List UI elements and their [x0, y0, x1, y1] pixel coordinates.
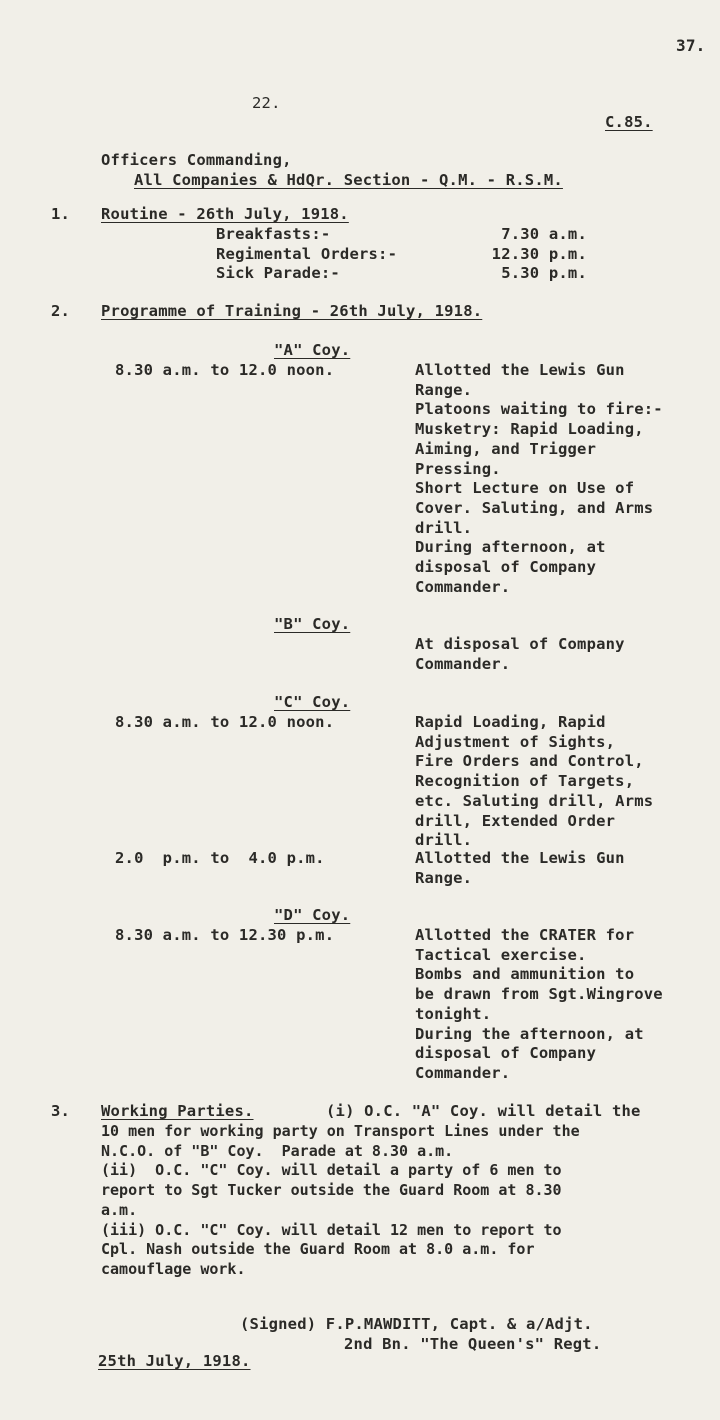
a-coy-time: 8.30 a.m. to 12.0 noon. — [115, 361, 335, 379]
detail-line: Range. — [415, 868, 473, 887]
detail-line: Fire Orders and Control, — [415, 752, 644, 771]
detail-line: During afternoon, at — [415, 538, 606, 557]
detail-line: Cover. Saluting, and Arms — [415, 498, 654, 517]
detail-line: Commander. — [415, 1063, 511, 1082]
detail-line: disposal of Company — [415, 558, 597, 577]
body-line: (ii) O.C. "C" Coy. will detail a party of 6 men to — [101, 1161, 562, 1180]
detail-line: tonight. — [415, 1004, 492, 1023]
section-2-title: Programme of Training - 26th July, 1918. — [101, 302, 483, 320]
d-coy-time: 8.30 a.m. to 12.30 p.m. — [115, 926, 335, 944]
c-coy-time-2: 2.0 p.m. to 4.0 p.m. — [115, 849, 325, 867]
routine-label: Regimental Orders:- — [216, 244, 398, 263]
detail-line: drill, Extended Order — [415, 811, 616, 830]
detail-line: Musketry: Rapid Loading, — [415, 420, 644, 439]
section-3-number: 3. — [51, 1102, 71, 1120]
detail-line: disposal of Company — [415, 1044, 597, 1063]
address-line-2: All Companies & HdQr. Section - Q.M. - R.S.M. — [134, 171, 563, 189]
page-number: 37. — [676, 36, 706, 55]
body-line: N.C.O. of "B" Coy. Parade at 8.30 a.m. — [101, 1141, 454, 1160]
body-line: Cpl. Nash outside the Guard Room at 8.0 a.m. for — [101, 1240, 535, 1259]
body-line: 10 men for working party on Transport Lines under the — [101, 1122, 580, 1140]
c-coy-heading: "C" Coy. — [274, 693, 351, 711]
section-3-first-line: (i) O.C. "A" Coy. will detail the — [326, 1102, 641, 1120]
b-coy-details — [415, 635, 625, 674]
detail-line: Pressing. — [415, 459, 501, 478]
detail-line: At disposal of Company — [415, 635, 625, 653]
detail-line: Range. — [415, 380, 473, 399]
a-coy-details — [415, 361, 663, 597]
section-3-body — [101, 1122, 580, 1280]
detail-line: Aiming, and Trigger — [415, 439, 597, 458]
body-line: a.m. — [101, 1200, 138, 1219]
detail-line: Adjustment of Sights, — [415, 732, 616, 751]
detail-line: Allotted the Lewis Gun — [415, 849, 625, 867]
detail-line: Allotted the Lewis Gun — [415, 361, 625, 379]
routine-time: 5.30 p.m. — [501, 264, 587, 283]
routine-label: Breakfasts:- — [216, 225, 331, 243]
section-2-number: 2. — [51, 302, 71, 320]
detail-line: During the afternoon, at — [415, 1024, 644, 1043]
d-coy-details — [415, 926, 663, 1084]
d-coy-heading: "D" Coy. — [274, 906, 351, 924]
section-1-number: 1. — [51, 205, 71, 223]
c-coy-details-2 — [415, 849, 625, 888]
detail-line: drill. — [415, 831, 473, 850]
detail-line: Recognition of Targets, — [415, 772, 635, 791]
reference-number: C.85. — [605, 113, 653, 131]
a-coy-heading: "A" Coy. — [274, 341, 351, 359]
routine-times — [475, 225, 587, 284]
detail-line: be drawn from Sgt.Wingrove — [415, 985, 663, 1004]
detail-line: Commander. — [415, 654, 511, 673]
detail-line: Short Lecture on Use of — [415, 479, 635, 498]
routine-time: 7.30 a.m. — [501, 225, 587, 243]
detail-line: etc. Saluting drill, Arms — [415, 791, 654, 810]
routine-time: 12.30 p.m. — [491, 244, 587, 263]
body-line: report to Sgt Tucker outside the Guard Room at 8.30 — [101, 1181, 562, 1200]
c-coy-details-1 — [415, 713, 653, 851]
address-line-1: Officers Commanding, — [101, 151, 292, 169]
detail-line: drill. — [415, 518, 473, 537]
routine-label: Sick Parade:- — [216, 264, 340, 283]
section-1-title: Routine - 26th July, 1918. — [101, 205, 349, 223]
body-line: camouflage work. — [101, 1259, 246, 1278]
c-coy-time-1: 8.30 a.m. to 12.0 noon. — [115, 713, 335, 731]
document-date: 25th July, 1918. — [98, 1352, 251, 1370]
detail-line: Allotted the CRATER for — [415, 926, 635, 944]
section-3-title: Working Parties. — [101, 1102, 254, 1120]
detail-line: Bombs and ammunition to — [415, 965, 635, 984]
detail-line: Commander. — [415, 577, 511, 596]
body-line: (iii) O.C. "C" Coy. will detail 12 men to report to — [101, 1220, 562, 1239]
routine-labels — [216, 225, 397, 284]
detail-line: Platoons waiting to fire:- — [415, 400, 663, 419]
signature-line-2: 2nd Bn. "The Queen's" Regt. — [344, 1335, 602, 1353]
detail-line: Rapid Loading, Rapid — [415, 713, 606, 731]
signature-line-1: (Signed) F.P.MAWDITT, Capt. & a/Adjt. — [240, 1315, 593, 1333]
b-coy-heading: "B" Coy. — [274, 615, 351, 633]
detail-line: Tactical exercise. — [415, 945, 587, 964]
document-number: 22. — [252, 94, 281, 112]
